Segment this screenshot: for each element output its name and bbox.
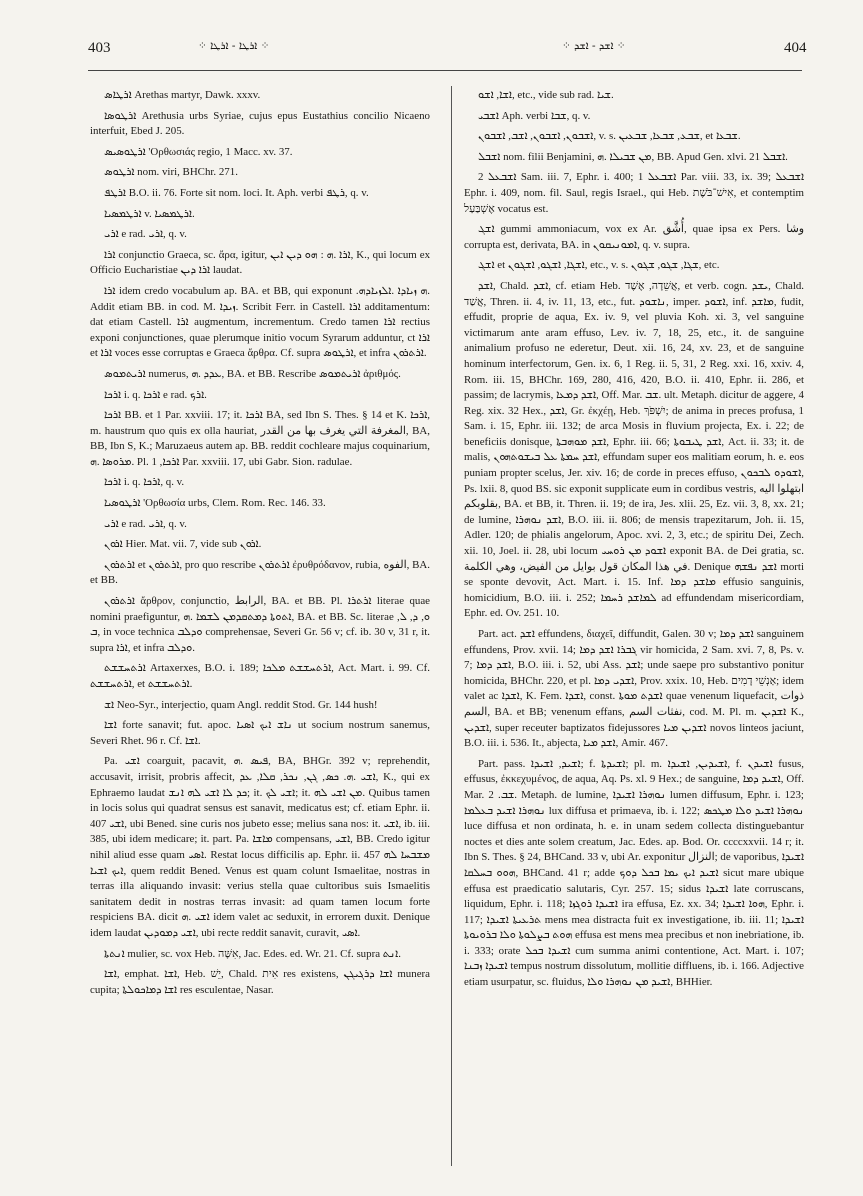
- dictionary-entry: ܐܪܛܘܣ nom. viri, BHChr. 271.: [104, 166, 238, 179]
- dictionary-entry: ܐܪܟܐ BB. et 1 Par. xxviii. 17; it. ܐܪܟܐ BA, sed Ibn S. Thes. § 14 et K. ܐܪܟܐ, m. haustrum quo quis ex olla hauriat, المغرفة التي يغرف بها من القدر, BA, BB, Ibn S, K.; Maruzaeus autem ap. BB. reddit cochleare majus coquinarium, ܡܪܘܣܐ .ܗ. Pl. ܐܪܟܐ, 1 Par. xxviii. 17, ubi Gabr. Sion. radulae.: [90, 409, 430, 468]
- right-column: [464, 88, 804, 1178]
- dictionary-entry: ܐܪܝܬܡܘܣ numerus, ܥܕܕ .ܗ, BA. et BB. Rescribe ܐܪܝܬܡܘܣ ἀριθμός.: [104, 367, 401, 380]
- dictionary-entry: ܐܪܝ e rad. ܐܪܝ, q. v.: [104, 517, 187, 530]
- dictionary-entry: ܐܫܓ et ܐܫܓܐ, ܐܫܓܘ, ܐܫܓܘܢ, etc., v. s. ܫܓܐ, ܫܓܘ, ܫܓܘܢ, etc.: [478, 259, 720, 272]
- left-running-title: ⁘ ܐܪܛܐ - ܐܪܛܐ ⁘: [198, 40, 270, 52]
- dictionary-entry: ܐܪܘܢ Hier. Mat. vii. 7, vide sub ܐܪܘܢ.: [104, 538, 262, 551]
- dictionary-entry: ܐܫܓ gummi ammoniacum, vox ex Ar. أُشَّق, quae ipsa ex Pers. وشا corrupta est, derivata, BA. in ܐܡܘܢܝܩܘܢ, q. v. supra.: [464, 223, 804, 251]
- dictionary-entry: ܐܫܕ, Chald. ܐܫܕ, cf. etiam Heb. אֲשֵׁדָה, אֶשֶׁד, et verb. cogn. ܝܫܕ, Chald. אֲשַׁד, Thren. ii. 4, iv. 11, 13, etc., fut. ܢܐܫܘܕ, imper. ܐܫܘܕ, inf. ܡܐܫܕ, fudit, effudit, proprie de aqua, Ex. iv. 9, vel pluvia Koh. xi. 3, vel sanguine victimarum ante aram effuso, Lev. iv. 7, 18, 25, etc., it. de sanguine animalium profuso ne ederetur, Deut. xii. 16, 24, xv. 23, et de sanguine hominum interfectorum, Gen. ix. 6, 1 Reg. ii. 5, 31, 2 Reg. xxi. 16, xxiv. 4, Rom. iii. 15, BHChr. 169, 280, 416, 420, B.O. ii. 410, Ephr. ii. 286, et passim; de lacrymis, ܐܫܕ ܕܡܥܐ, Off. Mar. ܫܒ. ult. Metaph. dicitur de aggere, 4 Reg. xix. 32 Hex., ܐܫܕ, Gr. ἐκχέῃ, Heb. יִשְׁפֹּךְ; de anima in preces profusa, 1 Sam. i. 15, Ephr. iii. 132; de arca Mosis in fluvium projecta, Ex. i. 22; de beneficiis donisque, ܐܫܕ ܡܘܗܒܬܐ, Ephr. iii. 66; ܐܫܕ ܛܝܒܘܬܐ, Act. ii. 33; it. de malis, ܐܫܕ ܚܡܬܐ ܥܠ ܒܝܫܘܬܗܘܢ, effundam super eos malitiam eorum, h. e. eos puniam propter scelus, Jer. xiv. 16; de corde in preces effuso, ܐܫܘܕܘ ܠܒܟܘܢ, Ps. lxii. 8, quod BS. sic exponit supplicate eum in cordibus vestris, ابتهلوا اليه بقلوبكم, BA. et BB, it. Thren. ii. 19; de ira, Jes. xlii. 25, Ez. vii. 3, 8, xx. 21; de lumine, ܐܫܕ ܢܘܗܪܐ, B.O. iii. ii. 806; de mensis trapezitarum, Joh. ii. 15, Adler. 120; de phialis angelorum, Apoc. xvi. 2, 3, etc.; de spiritu Dei, Zech. xii. 10, Joel. ii. 28, ubi locum ܐܫܘܕ ܡܢ ܪܘܚܝ exponit BA. de Dei gratia, sc. في هذا المكان قول بوايل من الفيض، وهي الكلمة. Denique ܐܫܕ ܢܦܫܗ morti se sponte devovit, Act. Mart. i. 15. Inf. ܡܐܫܕ ܕܡܐ effusio sanguinis, homicidium, B.O. iii. i. 252; ܠܡܐܫܕ ܪܚܡܐ ad effundendam misericordiam, Ephr. ed. Ov. 251. 10.: [464, 279, 804, 620]
- right-page-number: 404: [784, 40, 807, 56]
- dictionary-entry: ܐܪܝ e rad. ܐܪܝ, q. v.: [104, 228, 187, 241]
- dictionary-entry: ܐܫܒܥܠ 2 Sam. iii. 7, Ephr. i. 400; ܐܫܒܥܠ 1 Par. viii. 33, ix. 39; ܐܫܒܥܠ Ephr. i. 409, nom. fil. Saul, regis Israel., qui Heb. אִישׁ־בֹּשֶׁת, et contemptim אֶשְׁבַּעַל vocatus est.: [464, 171, 804, 215]
- dictionary-entry: ܐܢܬܬܐ mulier, sc. vox Heb. אִשָּׁה, Jac. Edes. ed. Wr. 21. Cf. supra ܐܢܬ.: [104, 947, 401, 960]
- dictionary-entry: ܐܪܛܘܣܐ Arethusia urbs Syriae, cujus epus Eustathius concilio Nicaeno interfuit, Ebed J. 205.: [90, 109, 430, 138]
- dictionary-entry: Pa. ܐܫܝ coarguit, pacavit, ܦܝܣ .ܗ, BA, BHGr. 392 v; reprehendit, accusavit, irrisit, probris affecit, ܐܫܝ .ܗ. ܟܣ, ܓܢ, ܢܟܪ, ܩܠܐ, ܥܕ, K., qui ex Ephraemo laudat ܟܕ ܠܐ ܐܫܝ ܠܗ ܐܢܫ; it. ܐܫܝ ܠܟ; it. ܡܢ ܐܫܝ ܠܗ. Quibus tamen in locis solus qui quadrat sensus est sanavit, medicatus est; cf. etiam Ephr. ii. 407 ܐܫܝ, ubi Bened. sine curis nos jubeto esse; melius sana nos: it. ܐܫܝ, ib. iii. 385, ubi idem medicare; it. part. Pa. ܡܐܫܐ compensans, ܐܫܝ, BB. Credo igitur nihil aliud esse quam ܐܣܝ. Restat locus difficilis ap. Ephr. ii. 457 ܡܫܒܚܐ ܠܗ ܐܝܟ ܐܫܝܐ, quem reddit Bened. Venus est quam colunt Ismaelitae, nostras in terras illa aliquando invasit: verius stella quae cultoribus suis Ismaelitis sanitatem dedit in nostras terras invasit: ad quam tamen locum forte respiciens BA. dicit ܐܫܝ .ܗ idem valet ac seduxit, in errorem duxit. Denique idem laudat ܐܫܝ ܕܡܘܕܝܢ, ubi recte reddit sanavit, curavit, ܐܣܝ.: [90, 755, 430, 939]
- column-divider: [451, 86, 452, 1166]
- dictionary-entry: ܐܪܐ conjunctio Graeca, sc. ἄρα, igitur, ܐܪܐ .ܗ : ܗܘ ܕܝܢ ܐܝܢ, K., qui locum ex Officio Eucharistiae ܐܪܐ ܕܝܢ laudat.: [90, 248, 430, 277]
- dictionary-entry: ܐܪܟܐ i. q. ܐܪܟܐ, q. v.: [104, 476, 185, 489]
- dictionary-entry: ܐܪܛܡܣܝܐ v. ܐܪܛܡܣܝܐ.: [104, 207, 195, 220]
- dictionary-entry: ܐܫܒܘܢ, ܐܫܒܘܢ, ܐܫܒ, ܐܫܒܘܢ, v. s. ܫܒܥ, ܫܒܥܐ, ܫܒܥܝܢ, et ܫܒܥܐ.: [478, 130, 741, 143]
- dictionary-entry: ܐܪܬܚܫܫܬ Artaxerxes, B.O. i. 189; ܐܪܬܚܫܫܬ ܡܠܟܐ, Act. Mart. i. 99. Cf. ܐܪܬܚܫܫܬ, et ܐܪܬܚܫܫܬ.: [90, 662, 430, 690]
- dictionary-entry: ܐܪܛܦ B.O. ii. 76. Forte sit nom. loci. It. Aph. verbi ܪܛܦ, q. v.: [104, 186, 369, 199]
- header-rule: [88, 70, 802, 71]
- dictionary-entry: ܐܪܛܘܣܝܐ 'Ορθωσία urbs, Clem. Rom. Rec. 146. 33.: [104, 497, 326, 510]
- dictionary-entry: ܐܪܛܘܣܝܣ 'Ορθωσιάς regio, 1 Macc. xv. 37.: [104, 145, 293, 158]
- right-running-title: ⁘ ܐܫܕ - ܐܫܕ ⁘: [562, 40, 626, 52]
- dictionary-entry: ܐܫ Neo-Syr., interjectio, quam Angl. reddit Stod. Gr. 144 hush!: [104, 698, 378, 711]
- dictionary-entry: Part. act. ܐܫܕ effundens, διαχεῖ, diffundit, Galen. 30 v; ܐܫܕ ܕܡܐ sanguinem effundens, Prov. xvii. 14; ܓܒܪܐ ܐܫܕ ܕܡܐ vir homicida, 2 Sam. xvi. 7, 8, Ps. v. 7; ܐܫܕ ܕܡܐ, B.O. iii. i. 52, ubi Ass. ܐܫܕ; unde saepe pro substantivo ponitur homicida, BHChr. 220, et pl. ܐܫܕܝ ܕܡܐ, Prov. xxix. 10, Heb. אַנְשֵׁי דָמִים; idem valet ac ܐܫܕܐ, K. Fem. ܐܫܕܐ, const. ܐܫܕܬ ܡܘܬܐ quae venenum liquefacit, ذوات السم, BA. et BB; venenum effans, نفثات السم, cod. M. Pl. m. ܐܫܕܝܢ K., ܐܫܕܝܢ, super receuter baptizatos fidejussores ܐܫܕܝܢ ܡܝܐ novos linteos jaciunt, B.O. iii. i. 536. It., abjecta, ܐܫܕ ܡܝܐ, Amir. 467.: [464, 628, 804, 750]
- dictionary-entry: ܐܪܟܐ i. q. ܐܪܟܐ e rad. ܐܪܟ.: [104, 388, 207, 401]
- dictionary-entry: ܐܫܐ forte sanavit; fut. apoc. ܢܐܫ ܐܝܟ ܐܣܝܐ ut socium nostrum sanemus, Severi Rhet. 96 r. Cf. ܐܫܐ.: [90, 719, 430, 747]
- left-column: [90, 88, 430, 1178]
- dictionary-entry: ܐܫܒܠ nom. filii Benjamini, ܡܢ ܫܒܝܠܐ .ܗ, BB. Apud Gen. xlvi. 21 ܐܫܒܠ.: [478, 150, 788, 163]
- dictionary-entry: Part. pass. ܐܫܝܕ, ܐܫܝܕܐ; f. ܐܫܝܕܬܐ; pl. m. ܐܫܝܕܝܢ, ܐܫܝܕܐ, f. ܐܫܝܕܢ fusus, effusus, ἐκκεχυμένος, de aqua, Aq. Ps. xl. 9 Hex.; de sanguine, ܐܫܝܕ ܕܡܐ, Off. Mar. ܫܒ. 2. Metaph. de lumine, ܢܘܗܪܐ ܐܫܝܕܐ lumen diffusum, Ephr. i. 123; ܢܘܗܪܐ ܐܫܝܕ ܒܥܠܡܐ lux diffusa et primaeva, ib. i. 122; ܢܘܗܪܐ ܐܫܝܕ ܘܠܐ ܡܛܟܣ luce diffusa et non ordinata, h. e. in unam sedem collecta distinguebantur noctes et dies ante solem creatum, Jac. Edes. ap. Bod. Or. ccccxxvii. 14 r; it. Ibn S. Thes. § 24, BHCand. 33 v, ubi Ar. exponitur النزال; de vaporibus, ܐܫܝܕܐ ܗܘܘ ܒܚܠܩܐ, BHCand. 41 r; adde ܐܫܝܕ ܐܝܟ ܝܡܐ ܒܟܠ ܕܘܟ sicut mare ubique effusa est praedicatio salutaris, Cyr. 257. 15; sidus ܐܫܝܕܐ late corruscans, liquidum, Ephr. i. 118; ܐܫܝܕܐ ܪܘܓܙܐ ira effusa, Ez. xx. 34; ܗܘܐ ܐܫܝܕܐ, Ephr. i. 117; ܬܪܥܝܬܐ ܐܫܝܕܐ mens mea distracta fuit ex investigatione, ib. iii. 11; ܐܫܝܕܐ ܗܘܬ ܒܨܠܘܬܐ ܘܠܐ ܒܪܘܝܘܬܐ effusa est mens mea precibus et non inebriatione, ib. i. 333; orate ܐܫܝܕܐ ܒܟܠ cum summa animi contentione, Act. Mart. i. 107; ܐܫܝܕܐ ܙܒܢܐ tempus nostrum dissolutum, mollitie diffluens, ib. i. 166. Adjective etiam usurpatur, sc. fluidus, ܐܫܝܕ ܡܢ ܢܘܗܪܐ ܘܠܐ, BHHier.: [464, 757, 804, 989]
- dictionary-entry: ܐܪܬܪܘܢ et ܐܪܬܪܘܢ, pro quo rescribe ܐܪܬܪܘܢ ἐρυθρόδανον, rubia, الفوه, BA. et BB.: [90, 558, 430, 587]
- dictionary-entry: ܐܪܐ idem credo vocabulum ap. BA. et BB, qui exponunt .ܗ ܙܝܐܕܐ .ܐܠܙܝܐܕܗ. Addit etiam BB. in cod. M. ܙܝܕܐ. Scribit Ferr. in Castell. ܐܪܐ additamentum: dat etiam Castell. ܐܪܐ augmentum, incrementum. Credo tamen ܐܪܐ rectius exponi conjunctiones, quae plerumque initio vocum Syrarum adduntur, ct ܐܪܐ et ܐܪܐ voces esse corruptas e Graeca ἄρθρα. Cf. supra ܐܪܛܘܣ, et infra ܐܪܬܪܘܢ.: [90, 284, 430, 360]
- dictionary-entry: ܐܪܬܪܘܢ ἄρθρον, conjunctio, الرابط, BA. et BB. Pl. ܐܪܬܪܐ literae quae nomini praefiguntur, ܐܬܘܬܐ ܕܡܬܩܕܡܢ ܠܫܡܐ .ܗ, BA. et BB. Sc. literae ܘ, ܕ, ܠ, ܒ, in voce technica ܘܕܠܒ comprehensae, Severi Gr. 56 v; cf. ib. 30 v, 31 r, it. supra ܐܪܐ, et infra ܘܕܠܒ.: [90, 595, 430, 654]
- left-page-number: 403: [88, 40, 111, 56]
- dictionary-entry: ܐܫܒܝ Aph. verbi ܫܒܐ, q. v.: [478, 109, 591, 122]
- dictionary-entry: ܐܫܐ, ܐܫܘ, etc., vide sub rad. ܫܝܐ.: [478, 89, 614, 101]
- dictionary-entry: ܐܪܛܐܣ Arethas martyr, Dawk. xxxv.: [104, 89, 261, 101]
- dictionary-entry: ܐܫܐ, emphat. ܐܫܐ, Heb. יֵשׁ, Chald. אִית res existens, ܐܫܐ ܕܪܓܝܓܢ munera cupita; ܐܫܐ ܕܡܐܟܘܠܬܐ res esculentae, Nasar.: [90, 968, 430, 996]
- page-header: [0, 0, 863, 58]
